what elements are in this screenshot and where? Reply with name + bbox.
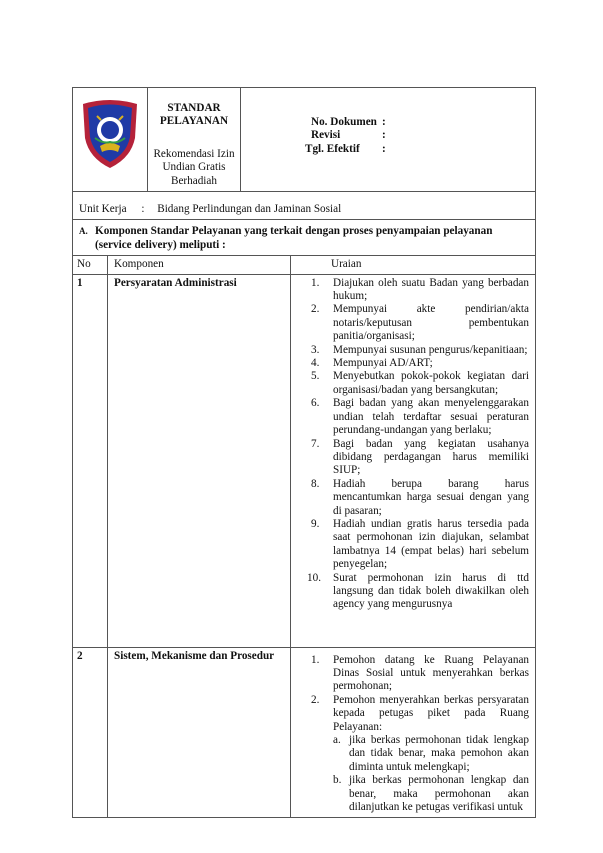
list-item: 7. Bagi badan yang kegiatan usahanya dibidang perdagangan harus memiliki SIUP; [311, 437, 529, 477]
row-komponen: Sistem, Mekanisme dan Prosedur [108, 647, 291, 817]
list-item: 4. Mempunyai AD/ART; [311, 357, 433, 370]
logo-cell [73, 88, 148, 192]
unit-sep: : [141, 203, 145, 215]
list-item: 2. Pemohon menyerahkan berkas persyaratan kepada petugas piket pada Ruang Pelayanan: a. jika berkas permohonan tidak lengkap dan tidak benar, maka pemohon akan diminta untuk melengkapi; b. jika berkas permohonan lengkap dan benar, maka permohonan akan dilanjutkan ke petugas verifikasi untuk [311, 693, 529, 814]
meta-label: No. Dokumen [311, 116, 377, 128]
section-title: Komponen Standar Pelayanan yang terkait dengan proses penyampaian pelayanan (service delivery) meliputi : [95, 225, 493, 251]
document-subtitle: Rekomendasi Izin Undian Gratis Berhadiah [153, 147, 235, 187]
meta-row [311, 129, 535, 142]
list-item: 1. Pemohon datang ke Ruang Pelayanan Dinas Sosial untuk menyerahkan berkas permohonan; [311, 653, 529, 693]
list-item: b. jika berkas permohonan lengkap dan benar, maka permohonan akan dilanjutkan ke petugas verifikasi untuk [333, 774, 529, 814]
unit-value: Bidang Perlindungan dan Jaminan Sosial [157, 203, 342, 215]
row-komponen: Persyaratan Administrasi [108, 274, 291, 647]
list-item: 8. Hadiah berupa barang harus mencantumkan harga sesuai dengan yang di pasaran; [311, 477, 529, 517]
meta-sep: : [382, 142, 386, 155]
list-item: 3. Mempunyai susunan pengurus/kepanitiaan; [311, 343, 528, 356]
row-uraian [291, 647, 536, 817]
list-item: 1. Diajukan oleh suatu Badan yang berbadan hukum; [311, 276, 529, 303]
row-no: 1 [73, 274, 108, 647]
meta-sep: : [382, 116, 386, 128]
list-item: a. jika berkas permohonan tidak lengkap dan tidak benar, maka pemohon akan diminta untuk melengkapi; [333, 734, 529, 773]
meta-sep: : [382, 129, 386, 142]
unit-label: Unit Kerja [79, 203, 127, 215]
meta-label: Tgl. Efektif [305, 142, 360, 155]
table-header-row [73, 256, 536, 274]
component-table [72, 255, 536, 817]
col-no-header: No [73, 256, 108, 274]
list-item: 9. Hadiah undian gratis harus tersedia pada saat permohonan izin diajukan, selambat lambatnya 14 (empat belas) hari sebelum penyegelan; [311, 517, 529, 571]
table-row [73, 647, 536, 817]
document-title: STANDAR PELAYANAN [159, 102, 229, 128]
meta-label: Revisi [311, 129, 341, 142]
col-komponen-header: Komponen [108, 256, 291, 274]
meta-cell [241, 88, 536, 192]
procedure-list [311, 654, 529, 815]
section-letter: A. [79, 226, 88, 237]
row-no: 2 [73, 647, 108, 817]
unit-kerja-row [73, 192, 536, 220]
section-heading [73, 220, 536, 256]
list-item: 6. Bagi badan yang akan menyelenggarakan undian telah terdaftar sesuai peraturan perundang-undangan yang berlaku; [311, 397, 529, 437]
meta-row [311, 116, 535, 129]
regional-emblem-icon [73, 94, 147, 174]
title-cell [148, 88, 241, 192]
requirements-list [307, 276, 529, 612]
meta-row [305, 143, 535, 156]
document-page [72, 87, 536, 818]
col-uraian-header: Uraian [291, 256, 536, 274]
list-item: 2. Mempunyai akte pendirian/akta notaris/keputusan pembentukan panitia/organisasi; [311, 303, 529, 343]
list-item: 5. Menyebutkan pokok-pokok kegiatan dari organisasi/badan yang bersangkutan; [311, 370, 529, 396]
header-table [72, 87, 536, 256]
list-item: 10. Surat permohonan izin harus di ttd langsung dan tidak boleh diwakilkan oleh agency yang mengurusnya [307, 571, 529, 611]
procedure-sublist [333, 734, 529, 814]
table-row [73, 274, 536, 647]
row-uraian [291, 274, 536, 647]
